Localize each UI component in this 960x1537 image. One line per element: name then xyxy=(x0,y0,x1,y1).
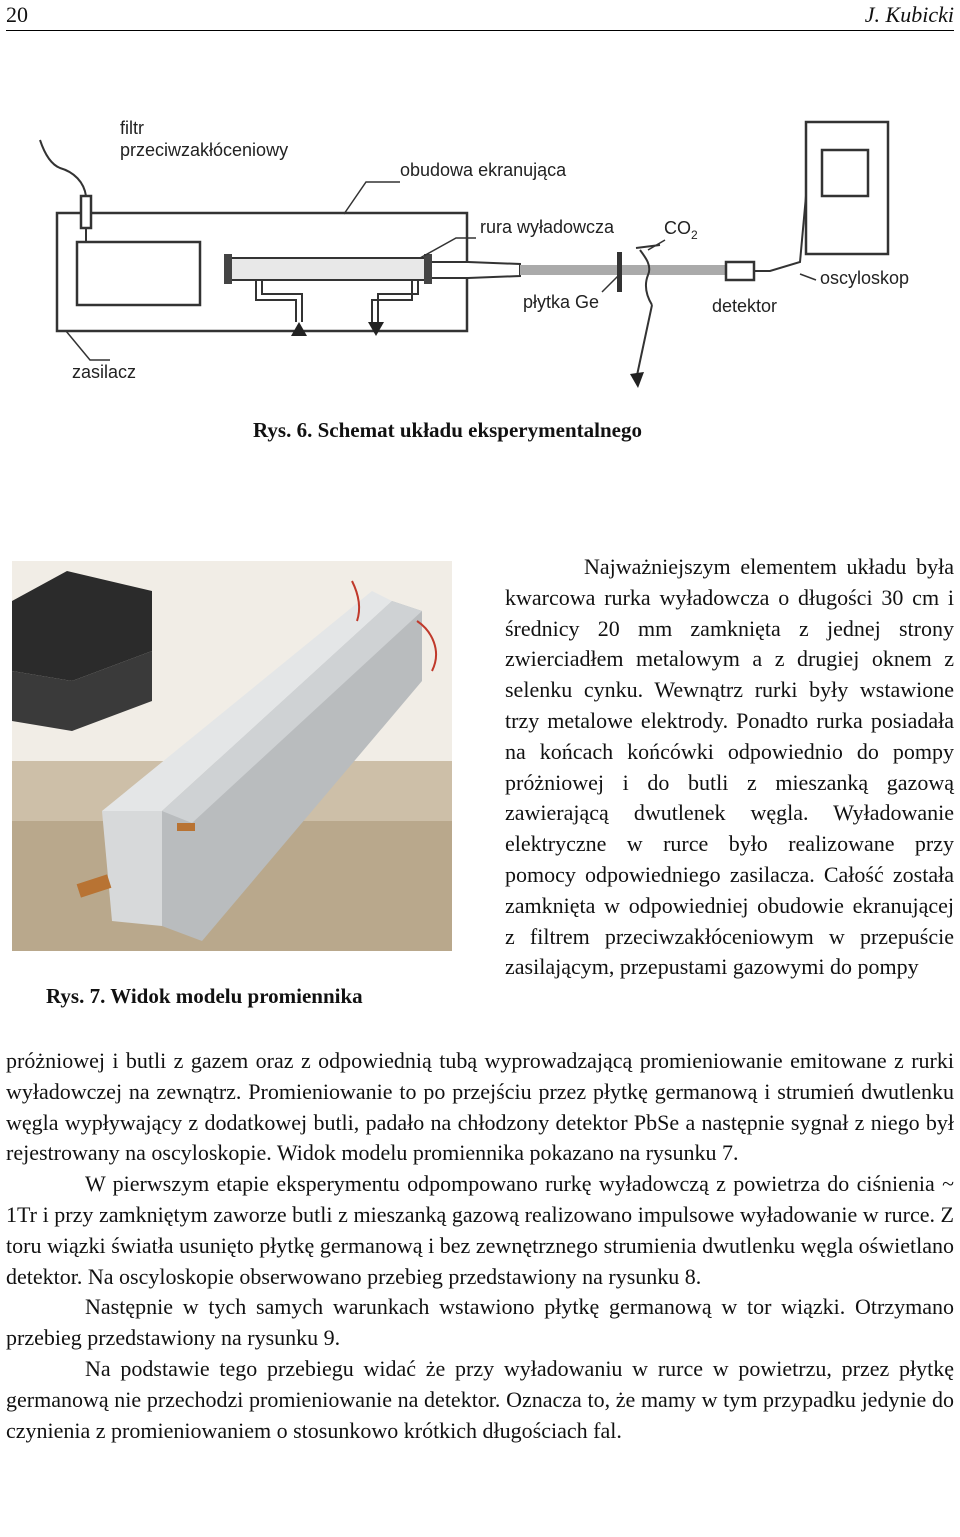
detector-box xyxy=(726,262,754,280)
page-number: 20 xyxy=(6,2,28,27)
label-co2 xyxy=(664,218,698,242)
paragraph-1-continuation: próżniowej i butli z gazem oraz z odpowiednią tubą wyprowadzającą promieniowanie emitowane z rurki wyładowczej na zewnątrz. Promieniowanie to po przejściu przez płytkę germanową i strumień dwutlenku węgla wypływający z dodatkowej butli, padało na chłodzony detektor PbSe a następnie sygnał z niego był rejestrowany na oscyloskopie. Widok modelu promiennika pokazano na rysunku 7. xyxy=(6,1048,954,1166)
label-co2-subscript: 2 xyxy=(691,228,698,242)
oscilloscope-screen xyxy=(822,150,868,196)
gas-inlet-arrow-icon xyxy=(291,322,307,336)
label-discharge-tube: rura wyładowcza xyxy=(480,217,615,237)
running-author: J. Kubicki xyxy=(864,2,954,27)
power-supply-box xyxy=(77,242,200,305)
figure-7-caption: Rys. 7. Widok modelu promiennika xyxy=(46,984,363,1008)
paragraph-2: W pierwszym etapie eksperymentu odpompowano rurkę wyładowczą z powietrza do ciśnienia ~ 1Tr i przy zamkniętym zaworze butli z mieszanką gazową realizowano impulsowe wyładowanie w rurce. Z toru wiązki światła usunięto płytkę germanową i bez zewnętrznego strumienia dwutlenku węgla oświetlano detektor. Na oscyloskopie obserwowano przebieg przedstawiony na rysunku 8. xyxy=(6,1171,954,1289)
radiator-photo xyxy=(12,561,452,951)
body-text xyxy=(6,1046,954,1446)
label-oscilloscope: oscyloskop xyxy=(820,268,910,288)
figure-6-caption: Rys. 6. Schemat układu eksperymentalnego xyxy=(253,418,642,442)
paragraph-4: Na podstawie tego przebiegu widać że przy wyładowaniu w rurce w powietrzu, przez płytkę germanową nie przechodzi promieniowanie na detektor. Oznacza to, że mamy w tym przypadku jedynie do czynienia z promieniowaniem o stosunkowo krótkich długościach fal. xyxy=(6,1355,954,1443)
wrapped-paragraph xyxy=(505,552,954,983)
oscilloscope-body xyxy=(806,122,888,254)
paragraph-3: Następnie w tych samych warunkach wstawiono płytkę germanową w tor wiązki. Otrzymano przebieg przedstawiony na rysunku 9. xyxy=(6,1294,954,1351)
label-co2-main: CO xyxy=(664,218,691,238)
label-ge-plate: płytka Ge xyxy=(523,292,600,312)
discharge-tube xyxy=(230,258,426,280)
label-power-supply: zasilacz xyxy=(72,362,137,382)
filter-element xyxy=(81,196,91,228)
co2-flow-arrow-icon xyxy=(630,372,644,388)
label-filter: filtr xyxy=(120,118,144,138)
label-detector: detektor xyxy=(712,296,778,316)
gas-outlet-arrow-icon xyxy=(368,322,384,336)
experimental-setup-schematic xyxy=(0,0,960,420)
label-filter-type: przeciwzakłóceniowy xyxy=(120,140,289,160)
paragraph-1-start: Najważniejszym elementem układu była kwarcowa rurka wyładowcza o długości 30 cm i średnicy 20 mm zamknięta z jednej strony zwierciadłem metalowym a z drugiej oknem z selenku cynku. Wewnątrz rurki były wstawione trzy metalowe elektrody. Ponadto rurka posiadała na końcach końcówki odpowiednio do pompy próżniowej i do butli z mieszanką gazową zawierającą dwutlenek węgla. Wyładowanie elektryczne w rurce było realizowane przy pomocy odpowiedniego zasilacza. Całość została zamknięta w odpowiedniej obudowie ekranującej z filtrem przeciwzakłóceniowym w przepuście zasilającym, przepustami gazowymi do pompy xyxy=(505,554,954,980)
label-shielding: obudowa ekranująca xyxy=(400,160,567,180)
germanium-plate xyxy=(617,252,622,292)
